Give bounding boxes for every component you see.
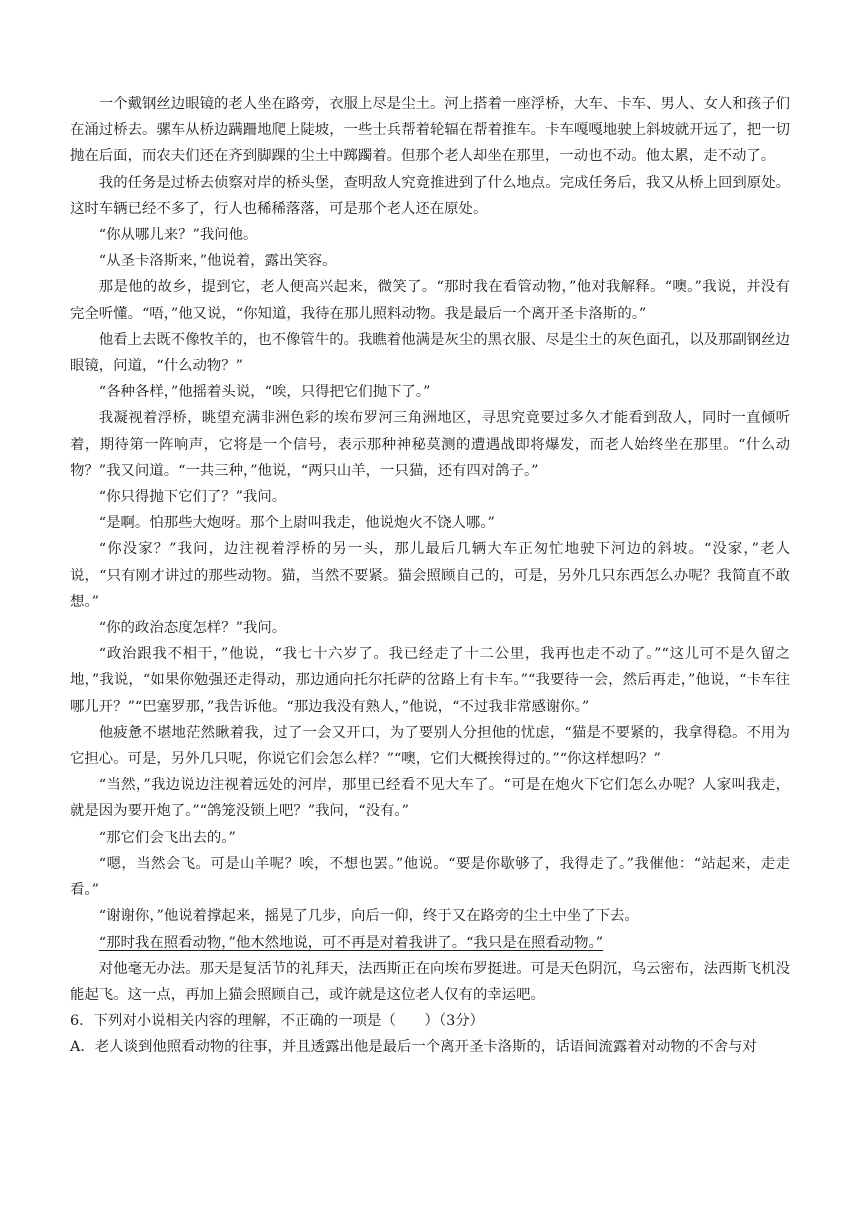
- question-option-a: A．老人谈到他照看动物的往事，并且透露出他是最后一个离开圣卡洛斯的，话语间流露着对动物的不舍与对: [70, 1039, 757, 1056]
- paragraph-6: 他看上去既不像牧羊的，也不像管牛的。我瞧着他满是灰尘的黑衣服、尽是尘土的灰色面孔，以及那副钢丝边眼镜，问道，“什么动物？”: [70, 331, 790, 375]
- paragraph-9: “你只得抛下它们了？”我问。: [98, 489, 287, 506]
- paragraph-3: “你从哪儿来？”我问他。: [98, 227, 258, 244]
- paragraph-16: “那它们会飞出去的。”: [98, 829, 236, 846]
- question-title: 6．下列对小说相关内容的理解，不正确的一项是（ ）（3分）: [70, 1013, 485, 1030]
- paragraph-14: 他疲惫不堪地茫然瞅着我，过了一会又开口，为了要别人分担他的忧虑，“猫是不要紧的，我拿得稳。不用为它担心。可是，另外几只呢，你说它们会怎么样？”“噢，它们大概挨得过的。”“你这样想吗？”: [70, 724, 790, 768]
- question-block: [70, 1008, 790, 1060]
- paragraph-20: 对他毫无办法。那天是复活节的礼拜天，法西斯正在向埃布罗挺进。可是天色阴沉，乌云密布，法西斯飞机没能起飞。这一点，再加上猫会照顾自己，或许就是这位老人仅有的幸运吧。: [70, 960, 790, 1003]
- paragraph-7: “各种各样，”他摇着头说，“唉，只得把它们抛下了。”: [98, 384, 431, 401]
- paragraph-18: “谢谢你，”他说着撑起来，摇晃了几步，向后一仰，终于又在路旁的尘土中坐了下去。: [98, 908, 639, 925]
- paragraph-12: “你的政治态度怎样？”我问。: [98, 620, 287, 637]
- paragraph-13: “政治跟我不相干，”他说，“我七十六岁了。我已经走了十二公里，我再也走不动了。”“这儿可不是久留之地，”我说，“如果你勉强还走得动，那边通向托尔托萨的岔路上有卡车。”“我要待一会，然后再走，”他说，“卡车往哪儿开？”“巴塞罗那，”我告诉他。“那边我没有熟人，”他说，“不过我非常感谢你。”: [70, 646, 790, 715]
- underlined-paragraph: [70, 930, 790, 956]
- story-passage: [70, 91, 790, 1008]
- underlined-sentence: “那时我在照看动物，”他木然地说，可不再是对着我讲了。“我只是在照看动物。”: [98, 934, 604, 951]
- paragraph-10: “是啊。怕那些大炮呀。那个上尉叫我走，他说炮火不饶人哪。”: [98, 515, 495, 532]
- paragraph-1: 一个戴钢丝边眼镜的老人坐在路旁，衣服上尽是尘土。河上搭着一座浮桥，大车、卡车、男人、女人和孩子们在涌过桥去。骡车从桥边蹒跚地爬上陡坡，一些士兵帮着轮辐在帮着推车。卡车嘎嘎地驶上斜坡就开远了，把一切抛在后面，而农夫们还在齐到脚踝的尘土中踯躅着。但那个老人却坐在那里，一动也不动。他太累，走不动了。: [70, 96, 790, 165]
- paragraph-17: “嗯，当然会飞。可是山羊呢？唉，不想也罢。”他说。“要是你歇够了，我得走了。”我催他：“站起来，走走看。”: [70, 855, 790, 899]
- paragraph-4: “从圣卡洛斯来，”他说着，露出笑容。: [98, 253, 337, 270]
- paragraph-5: 那是他的故乡，提到它，老人便高兴起来，微笑了。“那时我在看管动物，”他对我解释。“噢。”我说，并没有完全听懂。“唔，”他又说，“你知道，我待在那儿照料动物。我是最后一个离开圣卡洛斯的。”: [70, 279, 790, 322]
- paragraph-2: 我的任务是过桥去侦察对岸的桥头堡，查明敌人究竟推进到了什么地点。完成任务后，我又从桥上回到原处。这时车辆已经不多了，行人也稀稀落落，可是那个老人还在原处。: [70, 174, 790, 217]
- paragraph-8: 我凝视着浮桥，眺望充满非洲色彩的埃布罗河三角洲地区，寻思究竟要过多久才能看到敌人，同时一直倾听着，期待第一阵响声，它将是一个信号，表示那种神秘莫测的遭遇战即将爆发，而老人始终坐在那里。“什么动物？”我又问道。“一共三种，”他说，“两只山羊，一只猫，还有四对鸽子。”: [70, 410, 790, 479]
- paragraph-11: “你没家？”我问，边注视着浮桥的另一头，那儿最后几辆大车正匆忙地驶下河边的斜坡。“没家，”老人说，“只有刚才讲过的那些动物。猫，当然不要紧。猫会照顾自己的，可是，另外几只东西怎么办呢？我简直不敢想。”: [70, 541, 790, 610]
- paragraph-15: “当然，”我边说边注视着远处的河岸，那里已经看不见大车了。“可是在炮火下它们怎么办呢？人家叫我走，就是因为要开炮了。”“鸽笼没锁上吧？”我问，“没有。”: [70, 777, 790, 820]
